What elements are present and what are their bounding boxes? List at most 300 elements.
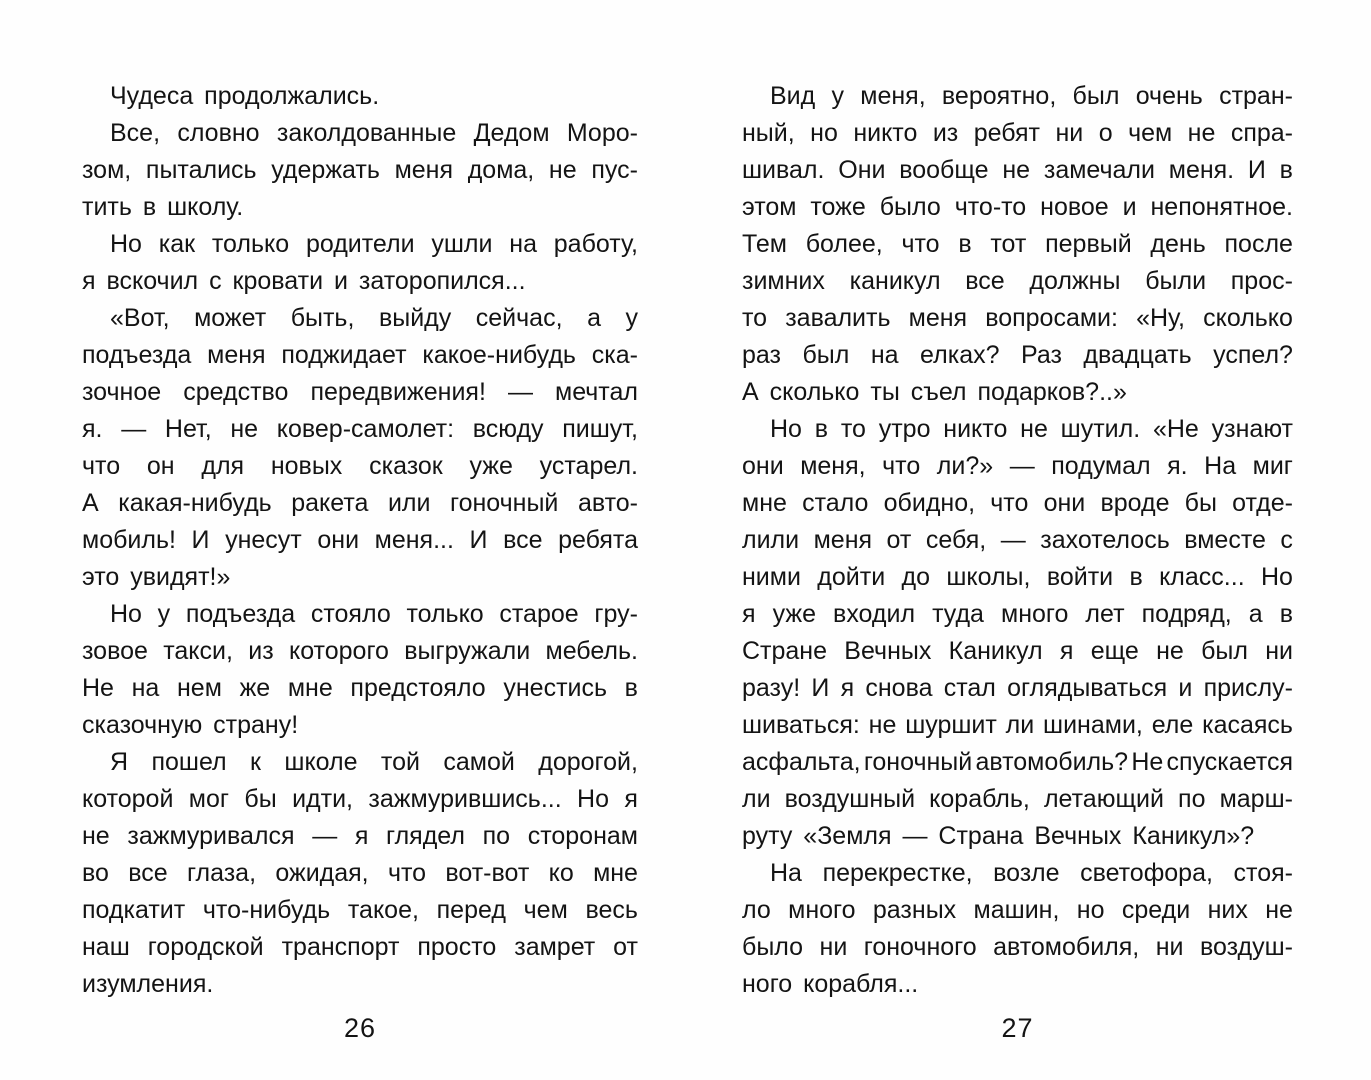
word: они — [1043, 489, 1086, 517]
page-number-left: 26 — [343, 1013, 377, 1043]
word: в — [624, 674, 638, 702]
word: мне — [742, 489, 787, 517]
word: транспорт — [281, 933, 400, 961]
text-line — [82, 374, 638, 411]
word: гоночного — [863, 933, 977, 961]
word: класс... — [1159, 563, 1245, 591]
word: захотелось — [1040, 526, 1170, 554]
word: меня — [813, 526, 873, 554]
word: сказок — [369, 452, 443, 480]
word: бы — [244, 785, 277, 813]
word: много — [788, 896, 856, 924]
word: только — [211, 230, 290, 258]
word: много — [1001, 600, 1069, 628]
word: какая-нибудь — [118, 489, 272, 517]
word: у — [625, 304, 638, 332]
word: На — [1204, 452, 1237, 480]
word: ракета — [291, 489, 369, 517]
word: работу, — [553, 230, 638, 258]
word: лили — [742, 526, 800, 554]
word: И — [191, 526, 210, 554]
word: в — [958, 230, 972, 258]
word: новых — [270, 452, 343, 480]
word: унесут — [225, 526, 302, 554]
text-line — [82, 448, 638, 485]
word: в — [1279, 156, 1293, 184]
word: я — [1059, 637, 1074, 665]
text-line — [742, 189, 1293, 226]
word: до — [901, 563, 930, 591]
word: разу! — [742, 674, 801, 702]
word: выгружали — [404, 637, 531, 665]
word: для — [201, 452, 245, 480]
word: никто — [853, 119, 918, 147]
word: войти — [1046, 563, 1114, 591]
word: вместе — [1184, 526, 1266, 554]
word: замечали — [1043, 156, 1155, 184]
word: такое, — [347, 896, 419, 924]
word: отде- — [1232, 489, 1293, 517]
word: ли — [742, 785, 771, 813]
word: Но — [770, 415, 802, 443]
word: нем — [177, 674, 222, 702]
word: ли?» — [936, 452, 994, 480]
text-line: руту «Земля — Страна Вечных Каникул»? — [742, 822, 1255, 850]
word: то — [742, 304, 768, 332]
word: стран- — [1219, 82, 1293, 110]
word: дорогой, — [538, 748, 638, 776]
word: входил — [833, 600, 916, 628]
word: что — [901, 230, 940, 258]
word: Моро- — [566, 119, 638, 147]
word: воздуш- — [1199, 933, 1293, 961]
word: Тем — [742, 230, 787, 258]
word: пошел — [151, 748, 227, 776]
word: или — [387, 489, 431, 517]
text-line — [742, 633, 1293, 670]
word: стояло — [310, 600, 391, 628]
word: И — [1247, 156, 1266, 184]
word: ли — [1005, 711, 1035, 739]
word: передвижения! — [310, 378, 486, 406]
text-line — [742, 559, 1293, 596]
word: более, — [805, 230, 883, 258]
word: бы — [1184, 489, 1217, 517]
text-line — [82, 670, 638, 707]
word: новое — [1040, 193, 1109, 221]
word: школы, — [946, 563, 1031, 591]
word: всюду — [472, 415, 544, 443]
word: — — [312, 822, 338, 850]
text-line: изумления. — [82, 970, 214, 998]
word: должны — [1029, 267, 1121, 295]
word: зочное — [82, 378, 162, 406]
word: ни — [1265, 637, 1293, 665]
word: узнают — [1211, 415, 1293, 443]
word: ни — [1055, 119, 1084, 147]
text-line — [742, 744, 1293, 781]
word: «Не — [1152, 415, 1199, 443]
word: в — [1279, 600, 1293, 628]
word: ни — [819, 933, 848, 961]
text-line — [82, 300, 638, 337]
word: глядел — [386, 822, 465, 850]
word: а — [1248, 600, 1263, 628]
word: на — [131, 674, 160, 702]
text-line — [742, 596, 1293, 633]
word: от — [886, 526, 912, 554]
word: все — [128, 859, 168, 887]
word: ними — [742, 563, 801, 591]
word: меня — [207, 341, 266, 369]
word: Вечных — [844, 637, 932, 665]
word: старое — [499, 600, 579, 628]
word: себя, — [925, 526, 987, 554]
word: И — [811, 674, 830, 702]
word: ко — [548, 859, 574, 887]
word: ожидая, — [275, 859, 369, 887]
word: словно — [177, 119, 260, 147]
text-line — [742, 448, 1293, 485]
word: было — [879, 193, 941, 221]
word: вроде — [1100, 489, 1170, 517]
text-line — [82, 522, 638, 559]
word: подъезда — [82, 341, 192, 369]
word: гру- — [594, 600, 638, 628]
word: сколько — [1203, 304, 1293, 332]
word: был — [1201, 637, 1248, 665]
word: не — [548, 156, 577, 184]
word: шиваться: — [742, 711, 860, 739]
word: Нет, — [164, 415, 212, 443]
word: пишут, — [562, 415, 638, 443]
text-line — [742, 855, 1293, 892]
word: из — [248, 637, 274, 665]
word: ушли — [431, 230, 493, 258]
word: мне — [287, 674, 333, 702]
word: же — [239, 674, 271, 702]
word: они — [742, 452, 784, 480]
word: непонятное. — [1150, 193, 1293, 221]
word: подряд, — [1141, 600, 1232, 628]
word: ска- — [591, 341, 638, 369]
word: «Ну, — [1136, 304, 1185, 332]
word: не — [1187, 119, 1216, 147]
word: что — [387, 859, 427, 887]
page-right — [742, 78, 1293, 1047]
word: светофора, — [1080, 859, 1213, 887]
word: Но — [110, 600, 142, 628]
text-line: сказочную страну! — [82, 711, 299, 739]
word: гоночный — [863, 748, 973, 776]
word: к — [250, 748, 261, 776]
word: стало — [802, 489, 869, 517]
word: тот — [990, 230, 1027, 258]
word: как — [158, 230, 196, 258]
text-line: Чудеса продолжались. — [110, 82, 380, 110]
page-number-right: 27 — [1001, 1013, 1034, 1043]
word: быть, — [290, 304, 355, 332]
word: из — [932, 119, 959, 147]
text-line — [82, 929, 638, 966]
word: машин, — [973, 896, 1060, 924]
word: корабль, — [929, 785, 1030, 813]
word: они — [317, 526, 360, 554]
word: выйду — [378, 304, 452, 332]
word: еще — [1090, 637, 1139, 665]
word: ковер-самолет: — [276, 415, 455, 443]
word: меня... — [374, 526, 454, 554]
word: чем — [523, 896, 568, 924]
word: Не — [82, 674, 114, 702]
text-line — [742, 929, 1293, 966]
word: двадцать — [1083, 341, 1192, 369]
word: ло — [742, 896, 771, 924]
word: он — [146, 452, 175, 480]
text-line — [82, 337, 638, 374]
word: разных — [872, 896, 957, 924]
word: весь — [585, 896, 638, 924]
word: зовое — [82, 637, 148, 665]
word: уже — [469, 452, 513, 480]
word: успел? — [1213, 341, 1293, 369]
word: был — [802, 341, 850, 369]
word: подумал — [1051, 452, 1151, 480]
word: марш- — [1219, 785, 1293, 813]
text-line — [82, 892, 638, 929]
text-line — [82, 818, 638, 855]
word: возле — [993, 859, 1060, 887]
word: авто- — [577, 489, 638, 517]
word: пус- — [591, 156, 638, 184]
word: снова — [865, 674, 933, 702]
word: мебель. — [545, 637, 638, 665]
text-line: это увидят!» — [82, 563, 231, 591]
word: стал — [943, 674, 996, 702]
word: сторонам — [527, 822, 638, 850]
word: этом — [742, 193, 797, 221]
text-line — [742, 115, 1293, 152]
text-line — [742, 485, 1293, 522]
word: елках? — [920, 341, 1000, 369]
word: наш — [82, 933, 130, 961]
word: было — [742, 933, 804, 961]
word: каникул — [849, 267, 941, 295]
word: А — [82, 489, 99, 517]
word: — — [1000, 526, 1026, 554]
word: по — [1178, 785, 1206, 813]
word: я — [624, 785, 638, 813]
word: что-нибудь — [202, 896, 331, 924]
word: На — [770, 859, 802, 887]
word: меня — [394, 156, 454, 184]
word: в — [814, 415, 829, 443]
word: были — [1145, 267, 1207, 295]
word: зажмуривался — [127, 822, 295, 850]
word: меня, — [800, 452, 866, 480]
word: поджидает — [281, 341, 407, 369]
word: раз — [742, 341, 781, 369]
page-right-text — [742, 78, 1293, 1003]
word: не — [1020, 415, 1048, 443]
word: И — [469, 526, 488, 554]
text-line — [742, 411, 1293, 448]
text-line: я вскочил с кровати и заторопился... — [82, 267, 526, 295]
word: зажмурившись... — [368, 785, 562, 813]
text-line — [82, 855, 638, 892]
word: Каникул — [948, 637, 1043, 665]
word: день — [1150, 230, 1206, 258]
word: и — [1122, 193, 1137, 221]
word: мне — [593, 859, 638, 887]
word: я — [354, 822, 369, 850]
word: шуршит — [905, 711, 997, 739]
word: я. — [82, 415, 103, 443]
text-line — [742, 781, 1293, 818]
word: очень — [1135, 82, 1203, 110]
word: воздушный — [784, 785, 916, 813]
text-line — [82, 411, 638, 448]
word: тоже — [810, 193, 866, 221]
word: — — [507, 378, 533, 406]
word: подъезда — [185, 600, 296, 628]
word: ребята — [558, 526, 638, 554]
word: — — [121, 415, 147, 443]
word: а — [587, 304, 601, 332]
word: Вид — [770, 82, 816, 110]
word: от — [613, 933, 638, 961]
page-left — [82, 78, 638, 1047]
word: обидно, — [883, 489, 976, 517]
word: миг — [1252, 452, 1293, 480]
word: Но — [110, 230, 142, 258]
text-line — [742, 300, 1293, 337]
word: той — [380, 748, 420, 776]
word: дойти — [817, 563, 886, 591]
word: идти, — [292, 785, 353, 813]
word: какое-нибудь — [422, 341, 576, 369]
word: меня — [908, 304, 968, 332]
word: самой — [443, 748, 515, 776]
word: вероятно, — [941, 82, 1057, 110]
word: оглядываться — [1007, 674, 1168, 702]
word: среди — [1121, 896, 1191, 924]
text-line — [742, 522, 1293, 559]
text-line — [82, 633, 638, 670]
word: зимних — [742, 267, 825, 295]
word: меня, — [860, 82, 926, 110]
word: мечтал — [555, 378, 638, 406]
text-line — [82, 781, 638, 818]
word: — — [1009, 452, 1035, 480]
word: прислу- — [1203, 674, 1293, 702]
text-line — [742, 337, 1293, 374]
word: мобиль! — [82, 526, 176, 554]
text-line — [742, 670, 1293, 707]
word: шинами, — [1043, 711, 1143, 739]
word: вот-вот — [445, 859, 530, 887]
word: может — [194, 304, 267, 332]
text-line — [82, 596, 638, 633]
word: перед — [436, 896, 506, 924]
word: Но — [1260, 563, 1293, 591]
word: на — [870, 341, 899, 369]
word: не — [82, 822, 110, 850]
word: был — [1072, 82, 1120, 110]
word: только — [406, 600, 484, 628]
word: ный, — [742, 119, 795, 147]
word: и — [1178, 674, 1193, 702]
text-line — [82, 744, 638, 781]
word: утро — [878, 415, 931, 443]
word: по — [482, 822, 511, 850]
word: не — [868, 711, 897, 739]
text-line — [82, 115, 638, 152]
word: просто — [417, 933, 497, 961]
word: устарел. — [539, 452, 638, 480]
word: асфальта, — [742, 748, 861, 776]
word: перекрестке, — [822, 859, 973, 887]
text-line — [742, 152, 1293, 189]
word: мог — [188, 785, 230, 813]
word: не — [1265, 896, 1293, 924]
word: гоночный — [450, 489, 559, 517]
word: автомобиля, — [993, 933, 1140, 961]
word: Все, — [110, 119, 161, 147]
word: меня. — [1168, 156, 1235, 184]
text-line — [742, 892, 1293, 929]
word: ребят — [973, 119, 1041, 147]
word: касаясь — [1202, 711, 1293, 739]
word: которого — [288, 637, 389, 665]
word: что-то — [954, 193, 1027, 221]
word: Я — [110, 748, 129, 776]
word: туда — [932, 600, 984, 628]
word: Они — [838, 156, 886, 184]
text-line — [742, 226, 1293, 263]
text-line — [742, 78, 1293, 115]
word: в — [1129, 563, 1143, 591]
word: сейчас, — [475, 304, 563, 332]
word: но — [1076, 896, 1105, 924]
page-left-text — [82, 78, 638, 1003]
word: вопросами: — [985, 304, 1118, 332]
word: родители — [305, 230, 415, 258]
text-line — [82, 152, 638, 189]
word: что — [882, 452, 921, 480]
word: них — [1207, 896, 1248, 924]
word: лет — [1085, 600, 1125, 628]
text-line — [742, 263, 1293, 300]
word: я — [840, 674, 855, 702]
word: предстояло — [350, 674, 486, 702]
word: автомобиль? — [975, 748, 1129, 776]
word: все — [965, 267, 1005, 295]
word: замрет — [514, 933, 596, 961]
word: дома, — [467, 156, 535, 184]
word: унестись — [503, 674, 608, 702]
word: Не — [1131, 748, 1164, 776]
word: на — [509, 230, 537, 258]
word: но — [810, 119, 838, 147]
word: у — [831, 82, 844, 110]
word: никто — [943, 415, 1008, 443]
word: ни — [1155, 933, 1184, 961]
word: подкатит — [82, 896, 186, 924]
word: еле — [1151, 711, 1194, 739]
text-line: А сколько ты съел подарков?..» — [742, 378, 1127, 406]
word: спра- — [1230, 119, 1293, 147]
